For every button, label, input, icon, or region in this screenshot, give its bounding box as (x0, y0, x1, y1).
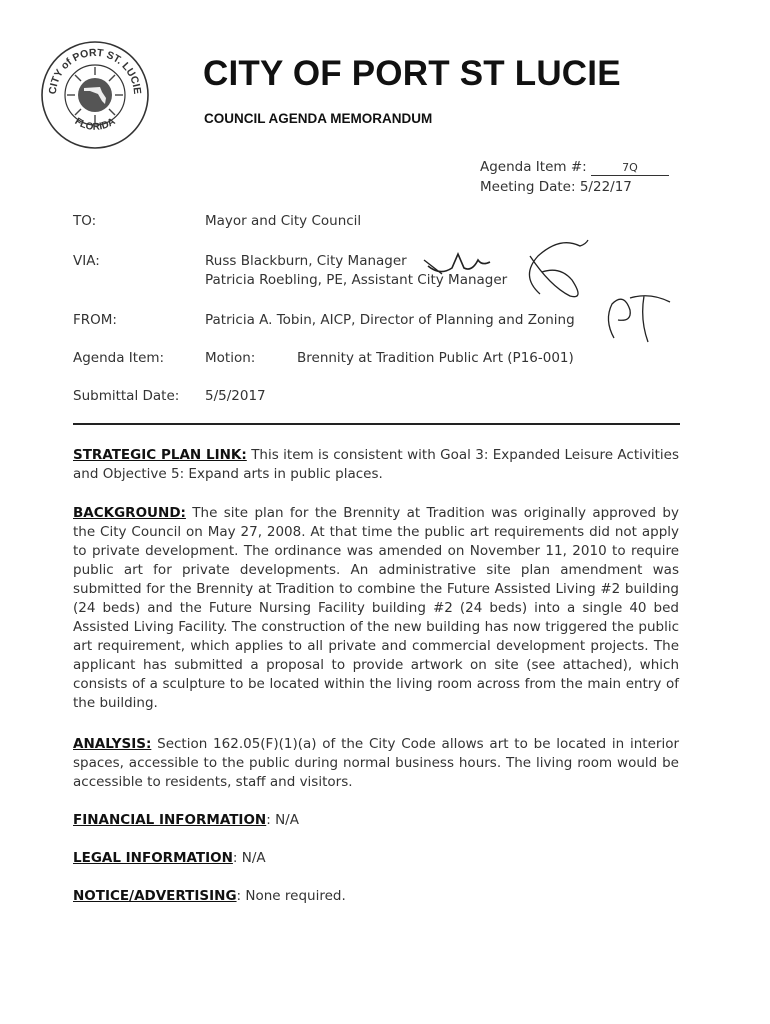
seal-text-bottom: FLORIDA (72, 116, 118, 133)
agenda-item-type: Motion: (205, 350, 256, 366)
background-text: The site plan for the Brennity at Tradition was originally approved by the City Council on May 27, 2008. At that time the public art requirements did not apply to private development. The ordinance was amended on November 11, 2010 to require public art for private developments. An administrative site plan amendment was submitted for the Brennity at Tradition to combine the Future Assisted Living #2 building (24 beds) and the Future Nursing Facility building #2 (24 beds) into a single 40 bed Assisted Living Facility. The construction of the new building has now triggered the public art requirement, which applies to all private and commercial development projects. The applicant has submitted a proposal to provide artwork on site (see attached), which consists of a sculpture to be located within the living room across from the main entry of the building. (73, 505, 679, 711)
via-line-1: Russ Blackburn, City Manager (205, 253, 407, 269)
meeting-date-label: Meeting Date: (480, 179, 576, 195)
notice-section (73, 887, 679, 906)
strategic-plan-heading: STRATEGIC PLAN LINK: (73, 447, 247, 463)
submittal-label: Submittal Date: (73, 388, 180, 404)
strategic-plan-section (73, 446, 679, 484)
agenda-item-line (480, 157, 669, 177)
seal-text-top: CITY of PORT ST. LUCIE (46, 46, 144, 95)
background-section (73, 504, 679, 713)
financial-text: : N/A (266, 812, 299, 828)
via-label: VIA: (73, 253, 100, 269)
agenda-item-title: Brennity at Tradition Public Art (P16-001) (297, 350, 574, 366)
from-label: FROM: (73, 312, 117, 328)
legal-section (73, 849, 679, 868)
analysis-text: Section 162.05(F)(1)(a) of the City Code allows art to be located in interior spaces, accessible to the public during normal business hours. The living room would be accessible to residents, staff and visitors. (73, 736, 680, 790)
agenda-item-label: Agenda Item #: (480, 159, 587, 175)
analysis-section (73, 735, 679, 792)
agenda-item-number: 7Q (591, 161, 669, 176)
agenda-info (480, 157, 669, 197)
meeting-date-line (480, 177, 669, 197)
background-heading: BACKGROUND: (73, 505, 186, 521)
from-value: Patricia A. Tobin, AICP, Director of Planning and Zoning (205, 312, 575, 328)
notice-text: : None required. (236, 888, 346, 904)
memo-subtitle: COUNCIL AGENDA MEMORANDUM (204, 111, 433, 126)
legal-heading: LEGAL INFORMATION (73, 850, 233, 866)
page-title: CITY OF PORT ST LUCIE (203, 54, 621, 93)
legal-text: : N/A (232, 850, 266, 866)
analysis-heading: ANALYSIS: (73, 736, 152, 752)
city-seal (40, 40, 150, 150)
via-line-2: Patricia Roebling, PE, Assistant City Manager (205, 272, 508, 288)
financial-heading: FINANCIAL INFORMATION (73, 812, 267, 828)
to-label: TO: (73, 213, 97, 229)
handwritten-initials (600, 290, 675, 346)
meeting-date-value: 5/22/17 (579, 179, 632, 195)
to-value: Mayor and City Council (205, 213, 362, 229)
header-divider (73, 423, 680, 425)
agenda-item-row-label: Agenda Item: (73, 350, 165, 366)
strategic-plan-text: This item is consistent with Goal 3: Expanded Leisure Activities and Objective 5: Expand arts in public places. (73, 447, 679, 482)
financial-section (73, 811, 679, 830)
notice-heading: NOTICE/ADVERTISING (73, 888, 237, 904)
submittal-value: 5/5/2017 (205, 388, 266, 404)
